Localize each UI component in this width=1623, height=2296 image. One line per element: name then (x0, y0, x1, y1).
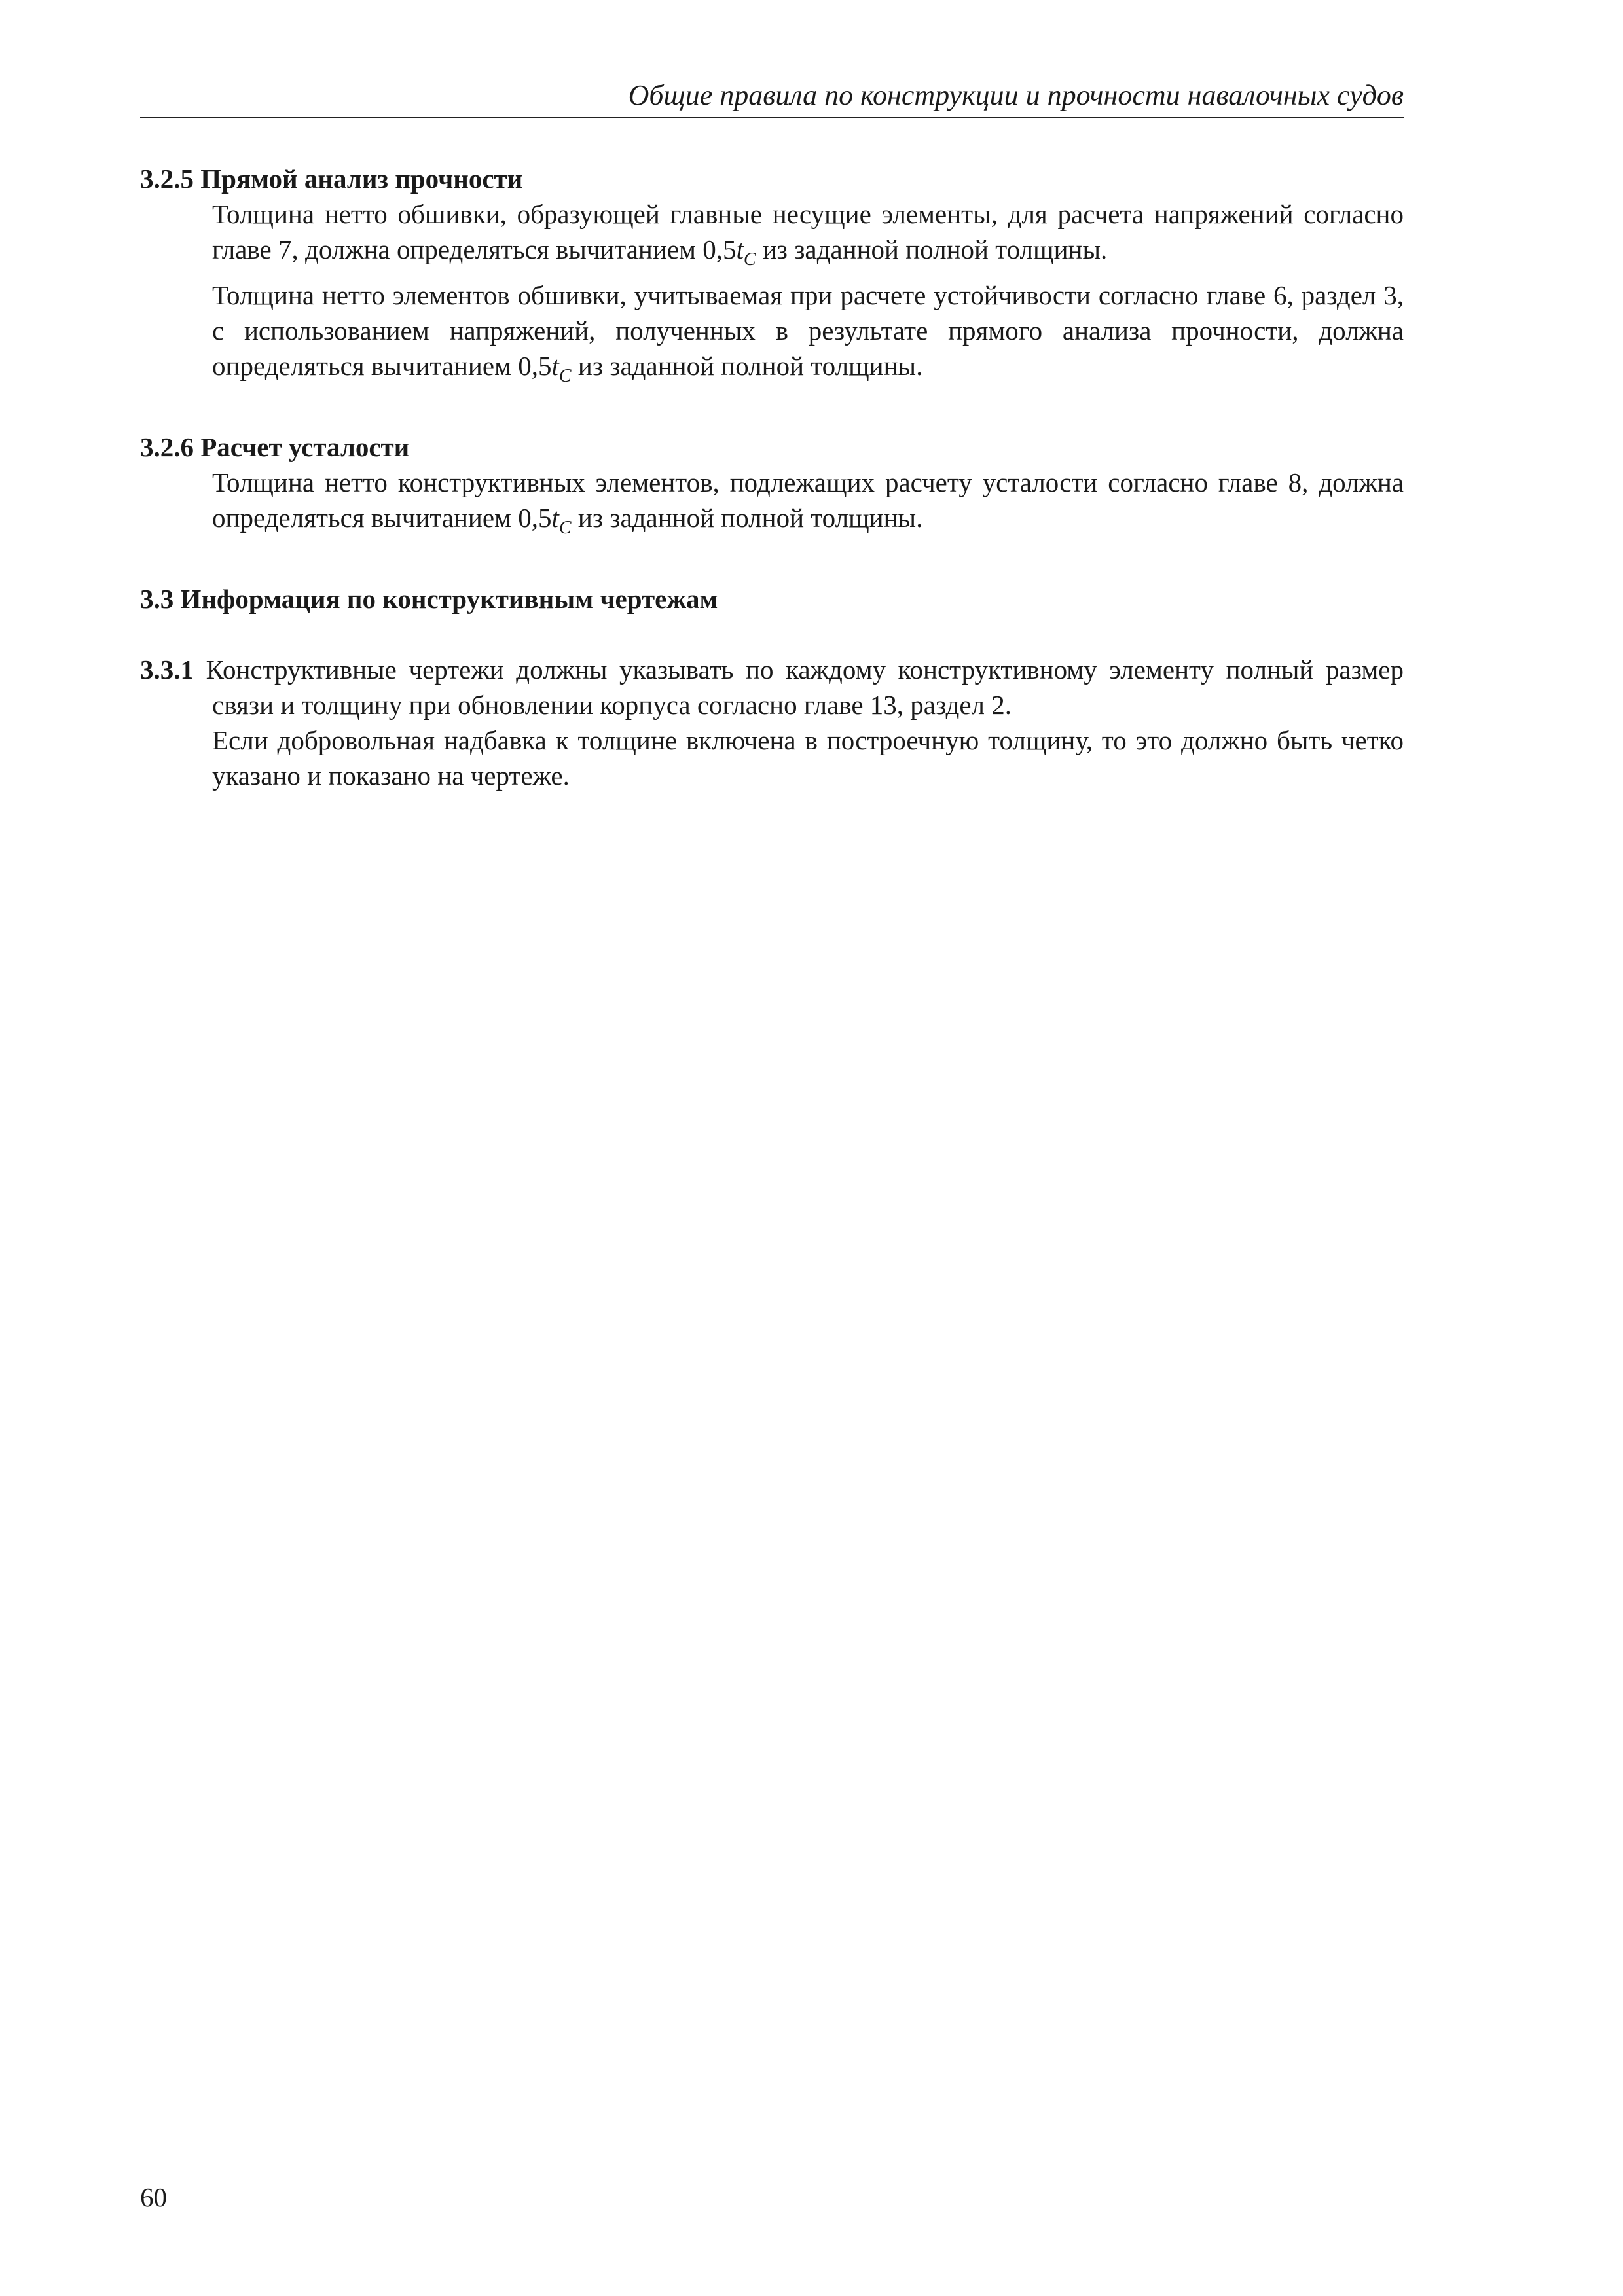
section-heading-3-2-5: 3.2.5 Прямой анализ прочности (140, 164, 523, 194)
paragraph-3-2-6-1 (140, 465, 1404, 546)
page-number: 60 (140, 2182, 167, 2212)
section-heading-3-3: 3.3 Информация по конструктивным чертежам (140, 584, 718, 614)
paragraph-text: из заданной полной толщины. (756, 234, 1108, 264)
page-content (140, 161, 1404, 793)
spacer (140, 546, 1404, 581)
paragraph-3-3-1-1 (140, 652, 1404, 723)
spacer (140, 617, 1404, 652)
formula-subscript: C (743, 249, 756, 270)
paragraph-text: из заданной полной толщины. (571, 351, 923, 381)
formula-variable: t (551, 503, 559, 533)
paragraph-3-2-5-1 (140, 196, 1404, 278)
formula-subscript: C (558, 518, 572, 538)
paragraph-3-3-1-2: Если добровольная надбавка к толщине включена в построечную толщину, то это должно быть четко указано и показано на чертеже. (212, 725, 1404, 791)
clause-number: 3.3.1 (140, 655, 194, 685)
formula-variable: t (551, 351, 559, 381)
spacer (140, 394, 1404, 429)
paragraph-text: Толщина нетто обшивки, образующей главные несущие элементы, для расчета напряжений согласно главе 7, должна определяться вычитанием 0,5 (212, 199, 1404, 264)
paragraph-text: Толщина нетто элементов обшивки, учитываемая при расчете устойчивости согласно главе 6, раздел 3, с использованием напряжений, полученных в результате прямого анализа прочности, должна определяться вычитанием 0,5 (212, 280, 1404, 381)
paragraph-3-2-5-2 (140, 278, 1404, 394)
running-head: Общие правила по конструкции и прочности навалочных судов (628, 79, 1404, 111)
section-heading-3-2-6: 3.2.6 Расчет усталости (140, 432, 410, 462)
header-rule (140, 117, 1404, 118)
formula-subscript: C (558, 366, 572, 386)
paragraph-text: Толщина нетто конструктивных элементов, подлежащих расчету усталости согласно главе 8, должна определяться вычитанием 0,5 (212, 467, 1404, 533)
formula-variable: t (736, 234, 744, 264)
paragraph-text: из заданной полной толщины. (571, 503, 923, 533)
paragraph-text: Конструктивные чертежи должны указывать по каждому конструктивному элементу полный размер связи и толщину при обновлении корпуса согласно главе 13, раздел 2. (194, 655, 1404, 720)
